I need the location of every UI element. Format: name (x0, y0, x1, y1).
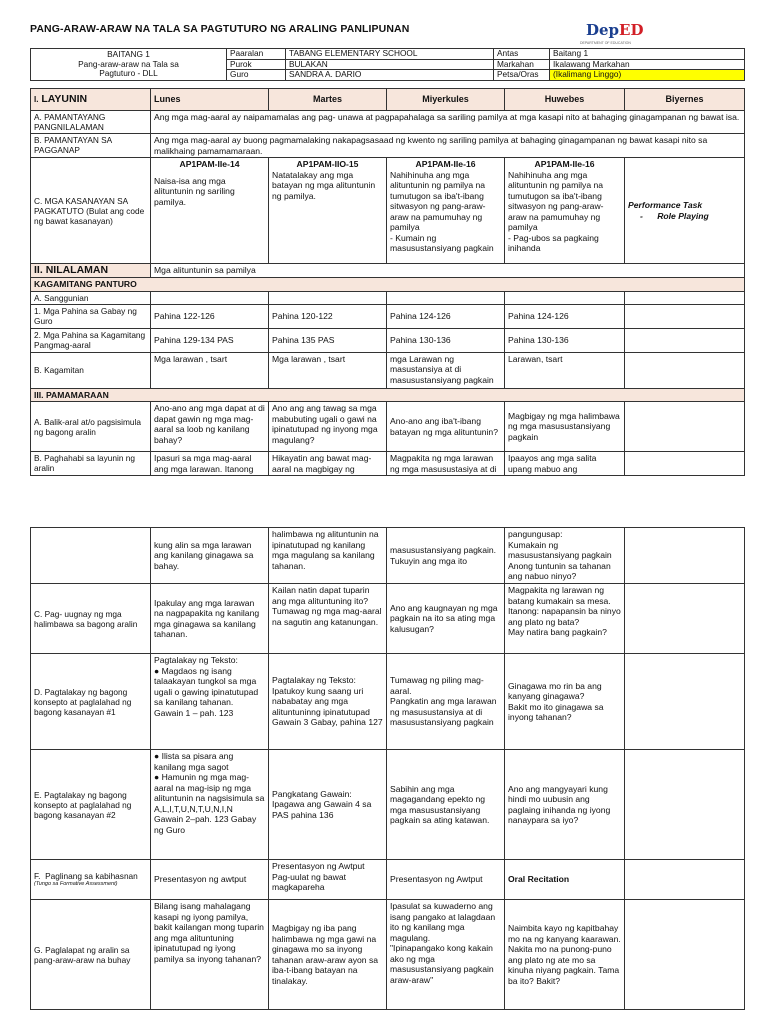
paglalapat-miyerkules: Ipasulat sa kuwaderno ang isang pangako at lalagdaan ito ng kanilang mga magulang. "Ipinapangako kong kakain ako ng mga masusustansiyang pagkain araw-araw" (387, 900, 505, 1010)
kagamitang-mag-aaral-lunes: Pahina 129-134 PAS (151, 328, 269, 352)
paghahabi-label: B. Paghahabi sa layunin ng aralin (31, 452, 151, 476)
markahan-label: Markahan (494, 59, 550, 70)
paaralan-label: Paaralan (227, 49, 286, 60)
day-header-huwebes: Huwebes (505, 89, 625, 111)
competency-code: AP1PAM-IIe-14 (179, 159, 240, 169)
grade-info-cell: BAITANG 1 Pang-araw-araw na Tala sa Pagtuturo - DLL (31, 49, 227, 81)
pagtalakay-2-huwebes: Ano ang mangyayari kung hindi mo uubusin ang paglaing inihanda ng iyong nanaypara sa iyo? (505, 750, 625, 860)
paguugnay-miyerkules: Ano ang kaugnayan ng mga pagkain na ito sa ating mga kalusugan? (387, 584, 505, 654)
nilalaman-heading: II. NILALAMAN (31, 264, 151, 278)
balik-aral-lunes: Ano-ano ang mga dapat at di dapat gawin ng mga mag-aaral sa loob ng kanilang bahay? (151, 402, 269, 452)
logo-subtitle: DEPARTMENT OF EDUCATION (580, 41, 631, 45)
competency-code: AP1PAM-IIO-15 (296, 159, 359, 169)
kasanayan-huwebes: AP1PAM-IIe-16 Nahihinuha ang mga alituntunin ng pamilya na tumutugon sa iba't-ibang sitwasyon ng pang-araw-araw na pamumuhay ng pamilya - Pag-ubos sa pagkaing inihanda (505, 158, 625, 264)
logo-text-dep: Dep (586, 21, 620, 39)
paguugnay-martes: Kailan natin dapat tuparin ang mga alituntuning ito? Tumawag ng mga mag-aaral na sagutin ang katanungan. (269, 584, 387, 654)
balik-aral-miyerkules: Ano-ano ang iba't-ibang batayan ng mga alituntunin? (387, 402, 505, 452)
antas-value: Baitang 1 (550, 49, 745, 60)
day-header-biyernes: Biyernes (625, 89, 745, 111)
lesson-table-page-2 (30, 527, 745, 1010)
antas-label: Antas (494, 49, 550, 60)
purok-label: Purok (227, 59, 286, 70)
markahan-value: Ikalawang Markahan (550, 59, 745, 70)
paglinang-huwebes: Oral Recitation (505, 860, 625, 900)
competency-code: AP1PAM-IIe-16 (534, 159, 595, 169)
logo-text-ed: ED (619, 21, 644, 39)
nilalaman-text: Mga alituntunin sa pamilya (151, 264, 745, 278)
petsa-label: Petsa/Oras (494, 70, 550, 81)
kagamitan-label: B. Kagamitan (31, 352, 151, 388)
pagtalakay-1-miyerkules: Tumawag ng piling mag-aaral. Pangkatin ang mga larawan ng masusustansiya at di masusustansiyang pagkain (387, 654, 505, 750)
pagtalakay-1-label: D. Pagtalakay ng bagong konsepto at paglalahad ng bagong kasanayan #1 (31, 654, 151, 750)
kasanayan-lunes: AP1PAM-IIe-14 Naisa-isa ang mga alituntunin ng sariling pamilya. (151, 158, 269, 264)
pagtalakay-2-lunes: ● Ilista sa pisara ang kanilang mga sagot ● Hamunin ng mga mag-aaral na mag-isip ng mga alituntunin na nagsisimula sa A,L,I,T,U,N,T,U,N,I,N Gawain 2–pah. 123 Gabay ng Guro (151, 750, 269, 860)
pagtalakay-2-martes: Pangkatang Gawain: Ipagawa ang Gawain 4 sa PAS pahina 136 (269, 750, 387, 860)
pamamaraan-heading: III. PAMAMARAAN (31, 388, 745, 402)
pagtalakay-1-huwebes: Ginagawa mo rin ba ang kanyang ginagawa? Bakit mo ito ginagawa sa inyong tahanan? (505, 654, 625, 750)
competency-code: AP1PAM-IIe-16 (415, 159, 476, 169)
gabay-lunes: Pahina 122-126 (151, 304, 269, 328)
paguugnay-huwebes: Magpakita ng larawan ng batang kumakain sa mesa. Itanong: napapansin ba ninyo ang plato ng bata? May natira bang pagkain? (505, 584, 625, 654)
gabay-huwebes: Pahina 124-126 (505, 304, 625, 328)
continued-huwebes: pangungusap: Kumakain ng masusustansiyang pagkain Anong tuntunin sa tahanan ang nabuo ninyo? (505, 528, 625, 584)
paghahabi-miyerkules: Magpakita ng mga larawan ng mga masusustasiya at di (387, 452, 505, 476)
continued-martes: halimbawa ng alituntunin na ipinatutupad ng kanilang mga magulang sa kanilang tahanan. (269, 528, 387, 584)
paguugnay-lunes: Ipakulay ang mga larawan na nagpapakita ng kanilang mga ginagawa sa kanilang tahanan. (151, 584, 269, 654)
kagamitang-mag-aaral-miyerkules: Pahina 130-136 (387, 328, 505, 352)
info-table (30, 48, 745, 81)
formative-note: (Tungo sa Formative Assessment) (34, 881, 118, 887)
continued-lunes: kung alin sa mga larawan ang kanilang ginagawa sa bahay. (151, 528, 269, 584)
gabay-label: 1. Mga Pahina sa Gabay ng Guro (31, 304, 151, 328)
kagamitang-mag-aaral-huwebes: Pahina 130-136 (505, 328, 625, 352)
paglalapat-label: G. Paglalapat ng aralin sa pang-araw-araw na buhay (31, 900, 151, 1010)
paglalapat-lunes: Bilang isang mahalagang kasapi ng iyong pamilya, bakit kailangan mong tuparin ang mga alituntuning ipinatutupad ng iyong pamilya sa inyong tahanan? (151, 900, 269, 1010)
petsa-value: (Ikalimang Linggo) (550, 70, 745, 81)
paghahabi-huwebes: Ipaayos ang mga salita upang mabuo ang (505, 452, 625, 476)
lesson-table-page-1 (30, 88, 745, 476)
day-header-martes: Martes (269, 89, 387, 111)
gabay-martes: Pahina 120-122 (269, 304, 387, 328)
paglinang-miyerkules: Presentasyon ng Awtput (387, 860, 505, 900)
paglinang-label: F. Paglinang sa kabihasnan (Tungo sa Formative Assessment) (31, 860, 151, 900)
kasanayan-biyernes: Performance Task - Role Playing (625, 158, 745, 264)
pagtalakay-1-martes: Pagtalakay ng Teksto: Ipatukoy kung saang uri nababatay ang mga alituntuninng ipinatutupad Gawain 3 Gabay, pahina 127 (269, 654, 387, 750)
pagtalakay-2-label: E. Pagtalakay ng bagong konsepto at paglalahad ng bagong kasanayan #2 (31, 750, 151, 860)
paglalapat-huwebes: Naimbita kayo ng kapitbahay mo na ng kanyang kaarawan. Nakita mo na punong-puno ang plato ng ate mo sa kinuha niyang pagkain. Tama ba ito? Bakit? (505, 900, 625, 1010)
paglalapat-martes: Magbigay ng iba pang halimbawa ng mga gawi na ginagawa mo sa inyong tahanan araw-araw ayon sa iba-t-ibang batayan na tinalakay. (269, 900, 387, 1010)
kagamitan-lunes: Mga larawan , tsart (151, 352, 269, 388)
kagamitan-martes: Mga larawan , tsart (269, 352, 387, 388)
balik-aral-label: A. Balik-aral at/o pagsisimula ng bagong aralin (31, 402, 151, 452)
paglinang-martes: Presentasyon ng Awtput Pag-uulat ng bawat magkapareha (269, 860, 387, 900)
paguugnay-label: C. Pag- uugnay ng mga halimbawa sa bagong aralin (31, 584, 151, 654)
pamantayang-pangnilalaman-label: A. PAMANTAYANG PANGNILALAMAN (31, 111, 151, 134)
kagamitang-mag-aaral-label: 2. Mga Pahina sa Kagamitang Pangmag-aaral (31, 328, 151, 352)
pamantayan-sa-pagganap-text: Ang mga mag-aaral ay buong pagmamalaking nakapagsasaad ng kwento ng sariling pamilya at bahaging ginagampanan ng bawat kasapi nito sa malikhaing pamamamaraan. (151, 134, 745, 158)
gabay-miyerkules: Pahina 124-126 (387, 304, 505, 328)
kagamitan-huwebes: Larawan, tsart (505, 352, 625, 388)
guro-label: Guro (227, 70, 286, 81)
pagtalakay-1-lunes: Pagtalakay ng Teksto: ● Magdaos ng isang talaakayan tungkol sa mga ugali o gawing ipinatutupad sa kanilang tahanan. Gawain 1 – pah. 123 (151, 654, 269, 750)
kasanayan-miyerkules: AP1PAM-IIe-16 Nahihinuha ang mga alituntunin ng pamilya na tumutugon sa iba't-ibang sitwasyon ng pang-araw-araw na pamumuhay ng pamilya - Kumain ng masusustansiyang pagkain (387, 158, 505, 264)
balik-aral-huwebes: Magbigay ng mga halimbawa ng mga masusustansiyang pagkain (505, 402, 625, 452)
day-header-miyerkules: Miyerkules (387, 89, 505, 111)
deped-logo (578, 20, 648, 46)
guro-value: SANDRA A. DARIO (286, 70, 494, 81)
balik-aral-martes: Ano ang ang tawag sa mga mabubuting ugali o gawi na ipinatutupad ng inyong mga magulang? (269, 402, 387, 452)
kagamitang-mag-aaral-martes: Pahina 135 PAS (269, 328, 387, 352)
kagamitan-miyerkules: mga Larawan ng masustansiya at di masusustansiyang pagkain (387, 352, 505, 388)
sanggunian-label: A. Sanggunian (31, 291, 151, 304)
day-header-lunes: Lunes (151, 89, 269, 111)
paaralan-value: TABANG ELEMENTARY SCHOOL (286, 49, 494, 60)
document-title: PANG-ARAW-ARAW NA TALA SA PAGTUTURO NG ARALING PANLIPUNAN (30, 23, 410, 35)
kasanayan-label: C. MGA KASANAYAN SA PAGKATUTO (Bulat ang code ng bawat kasanayan) (31, 158, 151, 264)
purok-value: BULAKAN (286, 59, 494, 70)
pamantayan-sa-pagganap-label: B. PAMANTAYAN SA PAGGANAP (31, 134, 151, 158)
paghahabi-lunes: Ipasuri sa mga mag-aaral ang mga larawan. Itanong (151, 452, 269, 476)
kagamitan-heading: KAGAMITANG PANTURO (31, 278, 745, 292)
layunin-heading: I. LAYUNIN (31, 89, 151, 111)
kasanayan-martes: AP1PAM-IIO-15 Natatalakay ang mga batayan ng mga alituntunin ng pamilya. (269, 158, 387, 264)
paglinang-lunes: Presentasyon ng awtput (151, 860, 269, 900)
paghahabi-martes: Hikayatin ang bawat mag-aaral na magbigay ng (269, 452, 387, 476)
pagtalakay-2-miyerkules: Sabihin ang mga magagandang epekto ng mga masusustansiyang pagkain sa ating katawan. (387, 750, 505, 860)
pamantayang-pangnilalaman-text: Ang mga mag-aaral ay naipamamalas ang pag- unawa at pagpapahalaga sa sariling pamilya at mga kasapi nito at bahaging ginagampanan ng bawat isa. (151, 111, 745, 134)
continued-miyerkules: masusustansiyang pagkain. Tukuyin ang mga ito (387, 528, 505, 584)
